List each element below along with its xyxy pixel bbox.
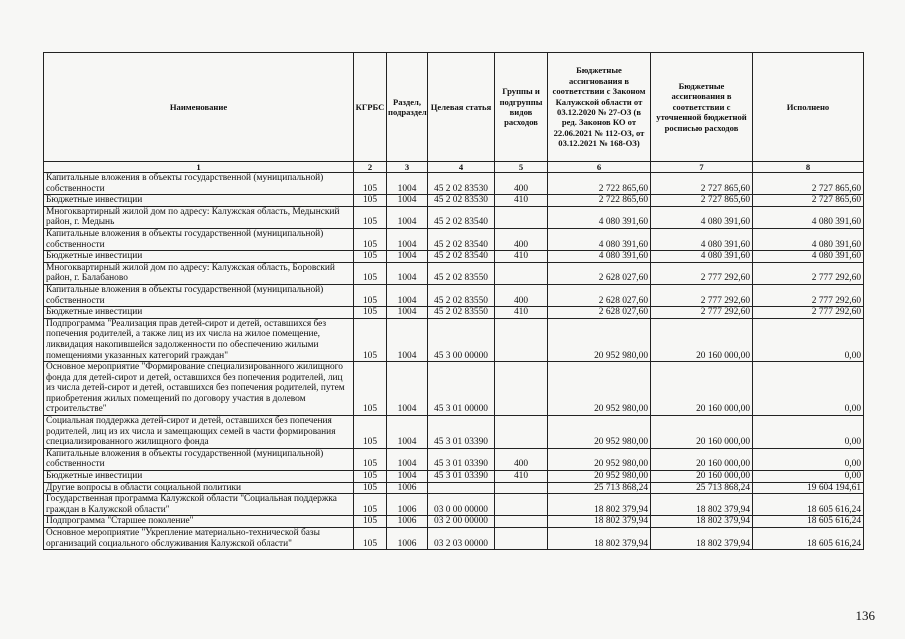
- cell-executed: 2 777 292,60: [753, 307, 864, 319]
- cell-name: Социальная поддержка детей-сирот и детей, оставшихся без попечения родителей, лиц из их числа и замещающих семей в части формирования специализированного жилищного фонда: [44, 416, 354, 449]
- cell-expense-group: 410: [495, 471, 548, 483]
- cell-section: 1004: [387, 251, 428, 263]
- cell-kgrbs: 105: [354, 362, 387, 416]
- cell-executed: 2 727 865,60: [753, 173, 864, 195]
- header-name: Наименование: [44, 53, 354, 162]
- cell-name: Многоквартирный жилой дом по адресу: Калужская область, Медынский район, г. Медынь: [44, 206, 354, 228]
- cell-law-allocation: 4 080 391,60: [548, 206, 651, 228]
- cell-executed: 2 727 865,60: [753, 195, 864, 207]
- cell-law-allocation: 18 802 379,94: [548, 516, 651, 528]
- cell-name: Капитальные вложения в объекты государственной (муниципальной) собственности: [44, 448, 354, 470]
- cell-law-allocation: 20 952 980,00: [548, 318, 651, 361]
- cell-name: Капитальные вложения в объекты государственной (муниципальной) собственности: [44, 228, 354, 250]
- table-row: [44, 362, 864, 416]
- cell-kgrbs: 105: [354, 173, 387, 195]
- cell-law-allocation: 4 080 391,60: [548, 251, 651, 263]
- cell-executed: 2 777 292,60: [753, 284, 864, 306]
- table-row: [44, 471, 864, 483]
- page-number: 136: [855, 608, 875, 623]
- table-header-row: [44, 53, 864, 162]
- cell-expense-group: 400: [495, 448, 548, 470]
- cell-name: Подпрограмма "Старшее поколение": [44, 516, 354, 528]
- cell-kgrbs: 105: [354, 251, 387, 263]
- cell-executed: 18 605 616,24: [753, 528, 864, 550]
- cell-kgrbs: 105: [354, 482, 387, 494]
- table-row: [44, 251, 864, 263]
- cell-law-allocation: 20 952 980,00: [548, 448, 651, 470]
- table-row: [44, 307, 864, 319]
- cell-law-allocation: 2 628 027,60: [548, 284, 651, 306]
- table-row: [44, 482, 864, 494]
- header-expense-groups: Группы и подгруппы видов расходов: [495, 53, 548, 162]
- cell-kgrbs: 105: [354, 228, 387, 250]
- cell-kgrbs: 105: [354, 528, 387, 550]
- cell-name: Бюджетные инвестиции: [44, 471, 354, 483]
- column-number: 4: [428, 162, 495, 173]
- cell-budget-allocation: 20 160 000,00: [651, 416, 753, 449]
- cell-kgrbs: 105: [354, 494, 387, 516]
- cell-target: 45 2 02 83550: [428, 307, 495, 319]
- cell-expense-group: [495, 206, 548, 228]
- table-row: [44, 494, 864, 516]
- cell-target: 45 3 01 03390: [428, 416, 495, 449]
- cell-target: 45 3 00 00000: [428, 318, 495, 361]
- cell-expense-group: [495, 362, 548, 416]
- cell-expense-group: [495, 318, 548, 361]
- cell-target: 45 2 02 83550: [428, 262, 495, 284]
- column-number: 5: [495, 162, 548, 173]
- cell-section: 1004: [387, 471, 428, 483]
- table-row: [44, 284, 864, 306]
- cell-section: 1004: [387, 307, 428, 319]
- cell-target: 45 2 02 83540: [428, 228, 495, 250]
- header-budget-allocations: Бюджетные ассигнования в соответствии с уточненной бюджетной росписью расходов: [651, 53, 753, 162]
- cell-kgrbs: 105: [354, 284, 387, 306]
- cell-section: 1006: [387, 528, 428, 550]
- cell-budget-allocation: 18 802 379,94: [651, 516, 753, 528]
- header-target: Целевая статья: [428, 53, 495, 162]
- cell-executed: 0,00: [753, 471, 864, 483]
- header-executed: Исполнено: [753, 53, 864, 162]
- cell-executed: 0,00: [753, 318, 864, 361]
- cell-section: 1006: [387, 494, 428, 516]
- cell-executed: 19 604 194,61: [753, 482, 864, 494]
- cell-budget-allocation: 20 160 000,00: [651, 362, 753, 416]
- cell-target: 45 3 01 03390: [428, 448, 495, 470]
- cell-target: 03 0 00 00000: [428, 494, 495, 516]
- cell-name: Бюджетные инвестиции: [44, 195, 354, 207]
- cell-executed: 0,00: [753, 416, 864, 449]
- cell-name: Государственная программа Калужской области "Социальная поддержка граждан в Калужской области": [44, 494, 354, 516]
- cell-section: 1004: [387, 173, 428, 195]
- cell-target: 45 3 01 03390: [428, 471, 495, 483]
- column-number: 7: [651, 162, 753, 173]
- cell-kgrbs: 105: [354, 448, 387, 470]
- cell-section: 1006: [387, 482, 428, 494]
- column-number: 3: [387, 162, 428, 173]
- cell-section: 1004: [387, 416, 428, 449]
- cell-budget-allocation: 2 727 865,60: [651, 173, 753, 195]
- header-law-allocations: Бюджетные ассигнования в соответствии с Законом Калужской области от 03.12.2020 № 27-ОЗ (в ред. Законов КО от 22.06.2021 № 112-ОЗ, от 03.12.2021 № 168-ОЗ): [548, 53, 651, 162]
- cell-budget-allocation: 20 160 000,00: [651, 448, 753, 470]
- cell-name: Многоквартирный жилой дом по адресу: Калужская область, Боровский район, г. Балабаново: [44, 262, 354, 284]
- cell-budget-allocation: 4 080 391,60: [651, 251, 753, 263]
- cell-section: 1004: [387, 262, 428, 284]
- column-number: 8: [753, 162, 864, 173]
- cell-name: Капитальные вложения в объекты государственной (муниципальной) собственности: [44, 284, 354, 306]
- cell-law-allocation: 2 722 865,60: [548, 173, 651, 195]
- cell-section: 1004: [387, 362, 428, 416]
- cell-name: Капитальные вложения в объекты государственной (муниципальной) собственности: [44, 173, 354, 195]
- cell-law-allocation: 25 713 868,24: [548, 482, 651, 494]
- cell-expense-group: [495, 482, 548, 494]
- cell-target: 03 2 00 00000: [428, 516, 495, 528]
- cell-budget-allocation: 4 080 391,60: [651, 206, 753, 228]
- cell-kgrbs: 105: [354, 307, 387, 319]
- cell-name: Основное мероприятие "Укрепление материально-технической базы организаций социального обслуживания Калужской области": [44, 528, 354, 550]
- cell-law-allocation: 18 802 379,94: [548, 494, 651, 516]
- table-row: [44, 516, 864, 528]
- cell-section: 1004: [387, 318, 428, 361]
- cell-name: Основное мероприятие "Формирование специализированного жилищного фонда для детей-сирот и детей, оставшихся без попечения родителей, лиц из числа детей-сирот и детей, оставшихся без попечения родителей, путем приобретения жилых помещений по договору участия в долевом строительстве": [44, 362, 354, 416]
- cell-target: 03 2 03 00000: [428, 528, 495, 550]
- cell-expense-group: 410: [495, 251, 548, 263]
- table-row: [44, 528, 864, 550]
- cell-section: 1004: [387, 206, 428, 228]
- cell-executed: 4 080 391,60: [753, 228, 864, 250]
- cell-expense-group: 400: [495, 173, 548, 195]
- cell-law-allocation: 2 628 027,60: [548, 262, 651, 284]
- cell-law-allocation: 2 722 865,60: [548, 195, 651, 207]
- cell-budget-allocation: 2 777 292,60: [651, 262, 753, 284]
- cell-expense-group: 400: [495, 228, 548, 250]
- header-kgrbs: КГРБС: [354, 53, 387, 162]
- cell-law-allocation: 18 802 379,94: [548, 528, 651, 550]
- table-row: [44, 206, 864, 228]
- cell-name: Подпрограмма "Реализация прав детей-сирот и детей, оставшихся без попечения родителей, а также лиц из их числа на жилое помещение, ликвидация накопившейся задолженности по обеспечению жилыми помещениями указанных категорий граждан": [44, 318, 354, 361]
- cell-target: 45 2 02 83540: [428, 251, 495, 263]
- cell-law-allocation: 20 952 980,00: [548, 362, 651, 416]
- cell-section: 1006: [387, 516, 428, 528]
- cell-kgrbs: 105: [354, 195, 387, 207]
- cell-budget-allocation: 4 080 391,60: [651, 228, 753, 250]
- cell-section: 1004: [387, 284, 428, 306]
- cell-expense-group: 400: [495, 284, 548, 306]
- cell-kgrbs: 105: [354, 318, 387, 361]
- header-section: Раздел, подраздел: [387, 53, 428, 162]
- cell-section: 1004: [387, 228, 428, 250]
- table-row: [44, 448, 864, 470]
- cell-law-allocation: 2 628 027,60: [548, 307, 651, 319]
- cell-law-allocation: 4 080 391,60: [548, 228, 651, 250]
- cell-expense-group: [495, 494, 548, 516]
- cell-kgrbs: 105: [354, 416, 387, 449]
- cell-kgrbs: 105: [354, 516, 387, 528]
- cell-budget-allocation: 2 777 292,60: [651, 284, 753, 306]
- cell-expense-group: 410: [495, 307, 548, 319]
- cell-kgrbs: 105: [354, 471, 387, 483]
- table-row: [44, 195, 864, 207]
- cell-target: [428, 482, 495, 494]
- cell-target: 45 2 02 83530: [428, 173, 495, 195]
- cell-target: 45 2 02 83540: [428, 206, 495, 228]
- cell-target: 45 2 02 83530: [428, 195, 495, 207]
- cell-name: Бюджетные инвестиции: [44, 307, 354, 319]
- cell-kgrbs: 105: [354, 262, 387, 284]
- cell-section: 1004: [387, 195, 428, 207]
- cell-executed: 18 605 616,24: [753, 494, 864, 516]
- cell-expense-group: [495, 528, 548, 550]
- column-number: 6: [548, 162, 651, 173]
- table-row: [44, 318, 864, 361]
- cell-expense-group: [495, 262, 548, 284]
- cell-budget-allocation: 18 802 379,94: [651, 528, 753, 550]
- cell-expense-group: [495, 516, 548, 528]
- cell-expense-group: [495, 416, 548, 449]
- cell-target: 45 3 01 00000: [428, 362, 495, 416]
- cell-target: 45 2 02 83550: [428, 284, 495, 306]
- cell-expense-group: 410: [495, 195, 548, 207]
- cell-budget-allocation: 20 160 000,00: [651, 471, 753, 483]
- cell-budget-allocation: 2 727 865,60: [651, 195, 753, 207]
- cell-budget-allocation: 20 160 000,00: [651, 318, 753, 361]
- cell-executed: 4 080 391,60: [753, 251, 864, 263]
- cell-executed: 0,00: [753, 448, 864, 470]
- budget-table: [43, 52, 864, 550]
- cell-kgrbs: 105: [354, 206, 387, 228]
- cell-executed: 0,00: [753, 362, 864, 416]
- column-number: 1: [44, 162, 354, 173]
- cell-executed: 4 080 391,60: [753, 206, 864, 228]
- cell-executed: 18 605 616,24: [753, 516, 864, 528]
- cell-budget-allocation: 18 802 379,94: [651, 494, 753, 516]
- cell-budget-allocation: 25 713 868,24: [651, 482, 753, 494]
- cell-law-allocation: 20 952 980,00: [548, 416, 651, 449]
- table-row: [44, 228, 864, 250]
- table-row: [44, 416, 864, 449]
- cell-executed: 2 777 292,60: [753, 262, 864, 284]
- table-row: [44, 173, 864, 195]
- cell-law-allocation: 20 952 980,00: [548, 471, 651, 483]
- column-number: 2: [354, 162, 387, 173]
- cell-budget-allocation: 2 777 292,60: [651, 307, 753, 319]
- cell-name: Бюджетные инвестиции: [44, 251, 354, 263]
- cell-section: 1004: [387, 448, 428, 470]
- cell-name: Другие вопросы в области социальной политики: [44, 482, 354, 494]
- table-row: [44, 262, 864, 284]
- column-numbers-row: [44, 162, 864, 173]
